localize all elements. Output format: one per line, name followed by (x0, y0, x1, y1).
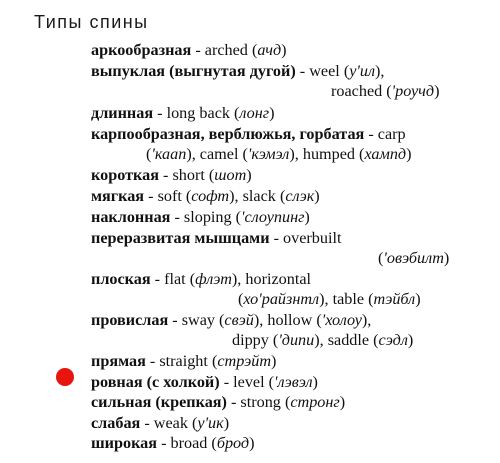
entry-term: наклонная (91, 208, 171, 226)
entry-english: sway (181, 311, 215, 329)
entry-term: широкая (91, 434, 158, 452)
entry-term: мягкая (91, 187, 145, 205)
entry-weel-continuation: roached ('роучд) (331, 82, 440, 100)
entry-english: flat (164, 270, 186, 288)
entry-pronunciation: лонг (239, 104, 270, 122)
entry-term: слабая (91, 414, 141, 432)
entry-english: slack (242, 187, 276, 205)
entry-english: broad (170, 434, 208, 452)
entry-english: roached (331, 82, 383, 100)
entry-pronunciation: у'ик (197, 414, 224, 432)
entry-english: dippy (232, 331, 269, 349)
entry-pronunciation: ачд (257, 41, 282, 59)
entry-english: horizontal (245, 270, 312, 288)
entry-strong: сильная (крепкая) - strong (стронг) (91, 393, 346, 411)
entry-english: weak (153, 414, 188, 432)
entry-english: long back (166, 104, 230, 122)
entry-term: плоская (91, 270, 151, 288)
entry-carp: карпообразная, верблюжья, горбатая - carp (91, 125, 406, 143)
entry-pronunciation: стрэйт (217, 352, 272, 370)
red-dot-marker (56, 368, 74, 386)
entry-pronunciation: хампд (364, 145, 407, 163)
entry-pronunciation: сэдл (378, 331, 408, 349)
entry-term: выпуклая (выгнутая дугой) (91, 62, 296, 80)
entry-english: hollow (267, 311, 313, 329)
entry-sway-continuation: dippy ('дипи), saddle (сэдл) (232, 331, 414, 349)
entry-overbuilt: переразвитая мышцами - overbuilt (91, 229, 342, 247)
entry-english: weel (309, 62, 340, 80)
entry-english: level (233, 373, 265, 391)
entry-pronunciation: 'каап (151, 145, 187, 163)
entry-broad: широкая - broad (брод) (91, 434, 255, 452)
entry-english: camel (199, 145, 239, 163)
entry-pronunciation: 'холоу (321, 311, 362, 329)
entry-pronunciation: флэт (195, 270, 232, 288)
entry-english: arched (204, 41, 248, 59)
entry-term: длинная (91, 104, 154, 122)
entry-term: прямая (91, 352, 146, 370)
entry-long: длинная - long back (лонг) (91, 104, 275, 122)
entry-english: carp (377, 125, 406, 143)
entry-carp-continuation: ('каап), camel ('кэмэл), humped (хампд) (146, 145, 412, 163)
entry-term: ровная (с холкой) (91, 373, 220, 391)
entry-flat: плоская - flat (флэт), horizontal (91, 270, 312, 288)
entry-pronunciation: стронг (290, 393, 340, 411)
entry-pronunciation: слэк (285, 187, 315, 205)
entry-short: короткая - short (шот) (91, 166, 252, 184)
entry-overbuilt-continuation: ('овэбилт) (378, 249, 450, 267)
entry-english: strong (240, 393, 281, 411)
entry-english: table (332, 290, 365, 308)
entry-soft: мягкая - soft (софт), slack (слэк) (91, 187, 320, 205)
entry-term: короткая (91, 166, 159, 184)
entry-pronunciation: хо'райзнтл (243, 290, 320, 308)
entry-english: humped (302, 145, 355, 163)
entry-english: saddle (327, 331, 370, 349)
entry-arched: аркообразная - arched (ачд) (91, 41, 287, 59)
entry-sloping: наклонная - sloping ('слоупинг) (91, 208, 310, 226)
entry-pronunciation: брод (216, 434, 250, 452)
entry-term: провислая (91, 311, 169, 329)
entry-english: sloping (183, 208, 232, 226)
entry-straight: прямая - straight (стрэйт) (91, 352, 277, 370)
entry-weak: слабая - weak (у'ик) (91, 414, 230, 432)
entry-term: сильная (крепкая) (91, 393, 227, 411)
entry-term: переразвитая мышцами (91, 229, 270, 247)
entry-term: аркообразная (91, 41, 192, 59)
entry-term: карпообразная, верблюжья, горбатая (91, 125, 365, 143)
entry-pronunciation: 'роучд (391, 82, 435, 100)
entry-level: ровная (с холкой) - level ('лэвэл) (91, 373, 318, 391)
entry-pronunciation: шот (214, 166, 247, 184)
entry-sway: провислая - sway (свэй), hollow ('холоу), (91, 311, 372, 329)
entry-english: soft (157, 187, 182, 205)
entry-pronunciation: 'кэмэл (247, 145, 290, 163)
entry-english: short (172, 166, 205, 184)
entry-english: straight (159, 352, 208, 370)
entry-pronunciation: свэй (224, 311, 254, 329)
entry-pronunciation: 'овэбилт (383, 249, 444, 267)
page-title: Типы спины (34, 12, 149, 32)
entry-pronunciation: софт (191, 187, 230, 205)
entry-pronunciation: 'лэвэл (274, 373, 313, 391)
entry-pronunciation: 'дипи (278, 331, 315, 349)
entry-pronunciation: у'ил (349, 62, 376, 80)
entry-weel: выпуклая (выгнутая дугой) - weel (у'ил), (91, 62, 385, 80)
entry-pronunciation: 'слоупинг (241, 208, 305, 226)
entry-pronunciation: тэйбл (373, 290, 416, 308)
entry-flat-continuation: (хо'райзнтл), table (тэйбл) (238, 290, 421, 308)
entry-english: overbuilt (283, 229, 342, 247)
